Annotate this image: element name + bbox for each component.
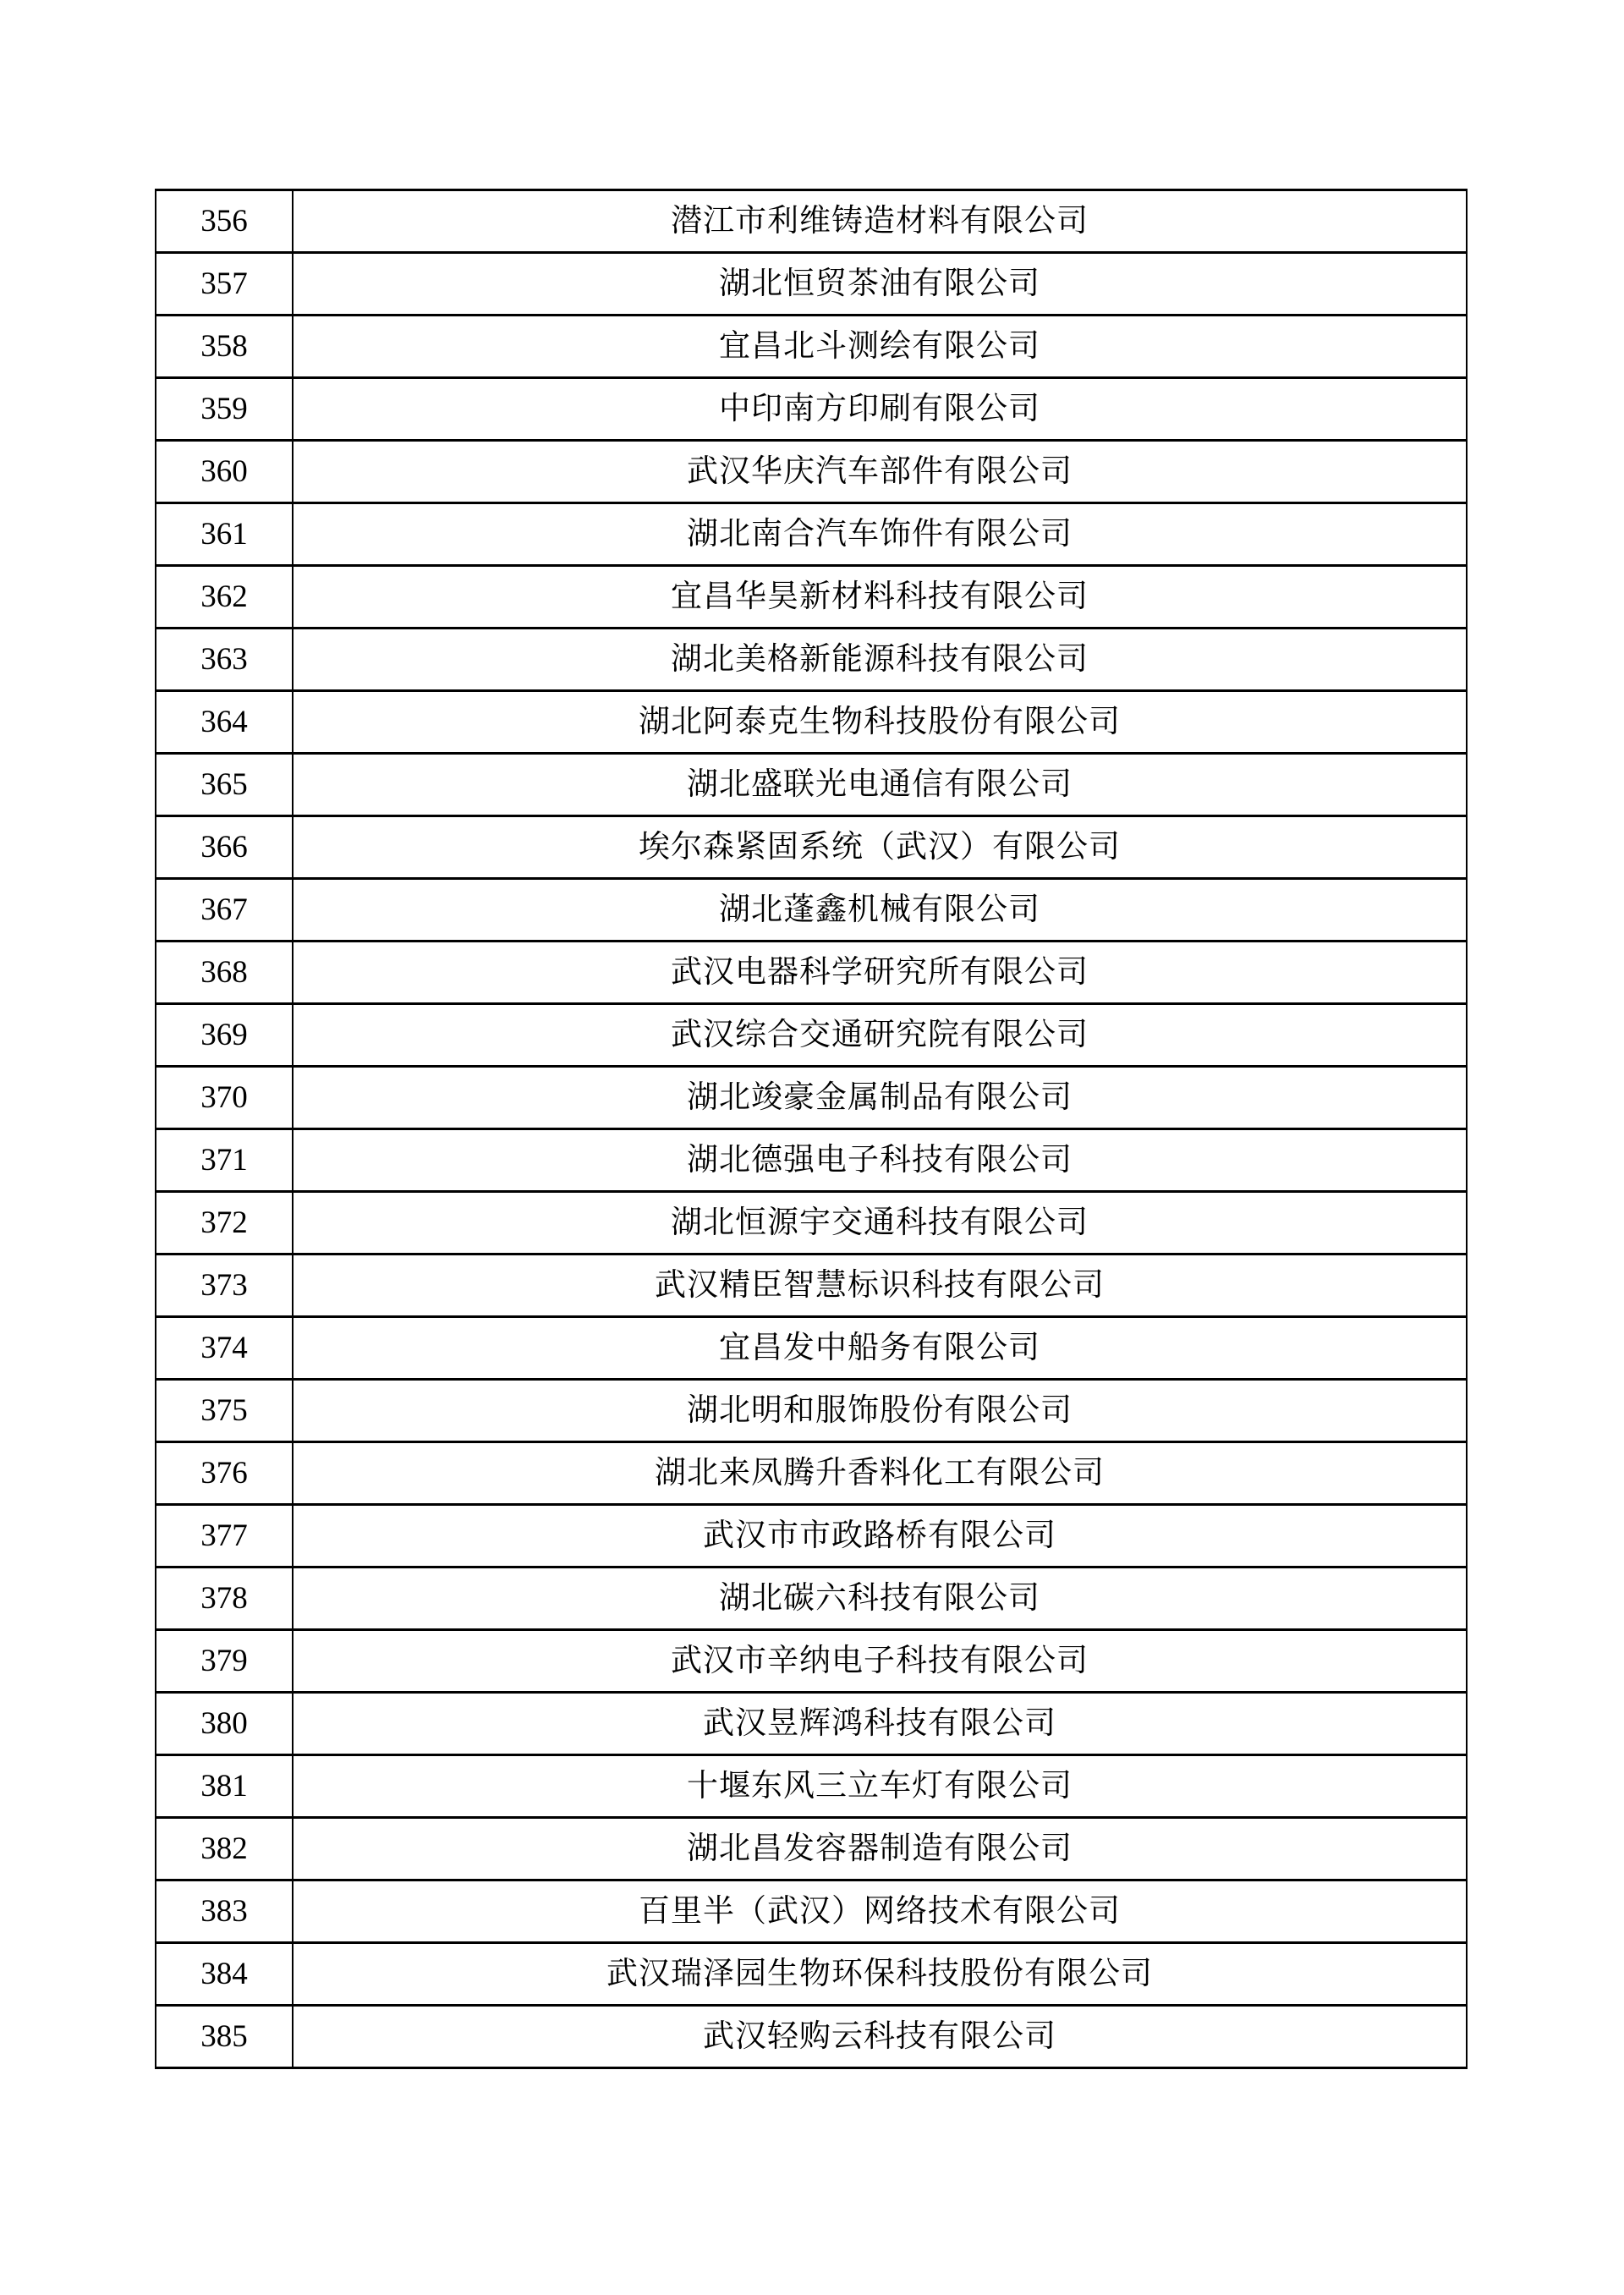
table-row [156,942,1467,1004]
company-list-table-wrapper [155,189,1468,2069]
row-index-cell: 379 [156,1630,293,1693]
table-row [156,316,1467,378]
table-row [156,1693,1467,1755]
company-name-cell: 湖北碳六科技有限公司 [293,1568,1467,1630]
table-row [156,1192,1467,1255]
company-name-cell: 湖北明和服饰股份有限公司 [293,1380,1467,1442]
company-name-cell: 湖北昌发容器制造有限公司 [293,1818,1467,1880]
row-index-cell: 370 [156,1067,293,1129]
row-index-cell: 357 [156,253,293,316]
row-index-cell: 360 [156,441,293,503]
row-index-cell: 362 [156,566,293,629]
table-row [156,1505,1467,1568]
row-index-cell: 366 [156,816,293,879]
company-name-cell: 湖北蓬鑫机械有限公司 [293,879,1467,942]
row-index-cell: 376 [156,1442,293,1505]
row-index-cell: 381 [156,1755,293,1818]
company-name-cell: 十堰东风三立车灯有限公司 [293,1755,1467,1818]
row-index-cell: 356 [156,190,293,253]
company-name-cell: 武汉精臣智慧标识科技有限公司 [293,1255,1467,1317]
company-name-cell: 武汉综合交通研究院有限公司 [293,1004,1467,1067]
table-row [156,879,1467,942]
row-index-cell: 365 [156,754,293,816]
row-index-cell: 382 [156,1818,293,1880]
table-row [156,1943,1467,2006]
company-name-cell: 湖北恒贸茶油有限公司 [293,253,1467,316]
company-name-cell: 武汉电器科学研究所有限公司 [293,942,1467,1004]
company-name-cell: 武汉轻购云科技有限公司 [293,2006,1467,2068]
row-index-cell: 372 [156,1192,293,1255]
company-name-cell: 湖北阿泰克生物科技股份有限公司 [293,691,1467,754]
table-row [156,1255,1467,1317]
company-name-cell: 武汉市辛纳电子科技有限公司 [293,1630,1467,1693]
table-row [156,1004,1467,1067]
table-row [156,1755,1467,1818]
row-index-cell: 364 [156,691,293,754]
company-name-cell: 湖北德强电子科技有限公司 [293,1129,1467,1192]
row-index-cell: 358 [156,316,293,378]
company-name-cell: 宜昌华昊新材料科技有限公司 [293,566,1467,629]
table-row [156,1380,1467,1442]
company-name-cell: 中印南方印刷有限公司 [293,378,1467,441]
table-row [156,503,1467,566]
company-name-cell: 武汉市市政路桥有限公司 [293,1505,1467,1568]
table-row [156,253,1467,316]
row-index-cell: 363 [156,629,293,691]
row-index-cell: 368 [156,942,293,1004]
table-row [156,816,1467,879]
table-row [156,1630,1467,1693]
company-name-cell: 湖北美格新能源科技有限公司 [293,629,1467,691]
company-name-cell: 宜昌北斗测绘有限公司 [293,316,1467,378]
row-index-cell: 377 [156,1505,293,1568]
row-index-cell: 373 [156,1255,293,1317]
table-row [156,1442,1467,1505]
table-row [156,190,1467,253]
company-name-cell: 湖北恒源宇交通科技有限公司 [293,1192,1467,1255]
row-index-cell: 361 [156,503,293,566]
row-index-cell: 375 [156,1380,293,1442]
company-name-cell: 潜江市利维铸造材料有限公司 [293,190,1467,253]
row-index-cell: 374 [156,1317,293,1380]
table-row [156,1568,1467,1630]
row-index-cell: 383 [156,1880,293,1943]
company-name-cell: 湖北盛联光电通信有限公司 [293,754,1467,816]
row-index-cell: 367 [156,879,293,942]
table-row [156,629,1467,691]
row-index-cell: 371 [156,1129,293,1192]
row-index-cell: 385 [156,2006,293,2068]
row-index-cell: 380 [156,1693,293,1755]
table-row [156,1818,1467,1880]
table-row [156,1317,1467,1380]
company-name-cell: 湖北竣豪金属制品有限公司 [293,1067,1467,1129]
row-index-cell: 359 [156,378,293,441]
table-row [156,378,1467,441]
table-row [156,1067,1467,1129]
company-name-cell: 湖北来凤腾升香料化工有限公司 [293,1442,1467,1505]
company-list-table [155,189,1468,2069]
table-row [156,2006,1467,2068]
row-index-cell: 369 [156,1004,293,1067]
table-row [156,1880,1467,1943]
company-list-table-body [156,190,1467,2068]
table-row [156,441,1467,503]
company-name-cell: 宜昌发中船务有限公司 [293,1317,1467,1380]
company-name-cell: 武汉华庆汽车部件有限公司 [293,441,1467,503]
company-name-cell: 武汉昱辉鸿科技有限公司 [293,1693,1467,1755]
table-row [156,754,1467,816]
company-name-cell: 埃尔森紧固系统（武汉）有限公司 [293,816,1467,879]
table-row [156,691,1467,754]
company-name-cell: 湖北南合汽车饰件有限公司 [293,503,1467,566]
row-index-cell: 384 [156,1943,293,2006]
company-name-cell: 百里半（武汉）网络技术有限公司 [293,1880,1467,1943]
company-name-cell: 武汉瑞泽园生物环保科技股份有限公司 [293,1943,1467,2006]
row-index-cell: 378 [156,1568,293,1630]
table-row [156,1129,1467,1192]
table-row [156,566,1467,629]
